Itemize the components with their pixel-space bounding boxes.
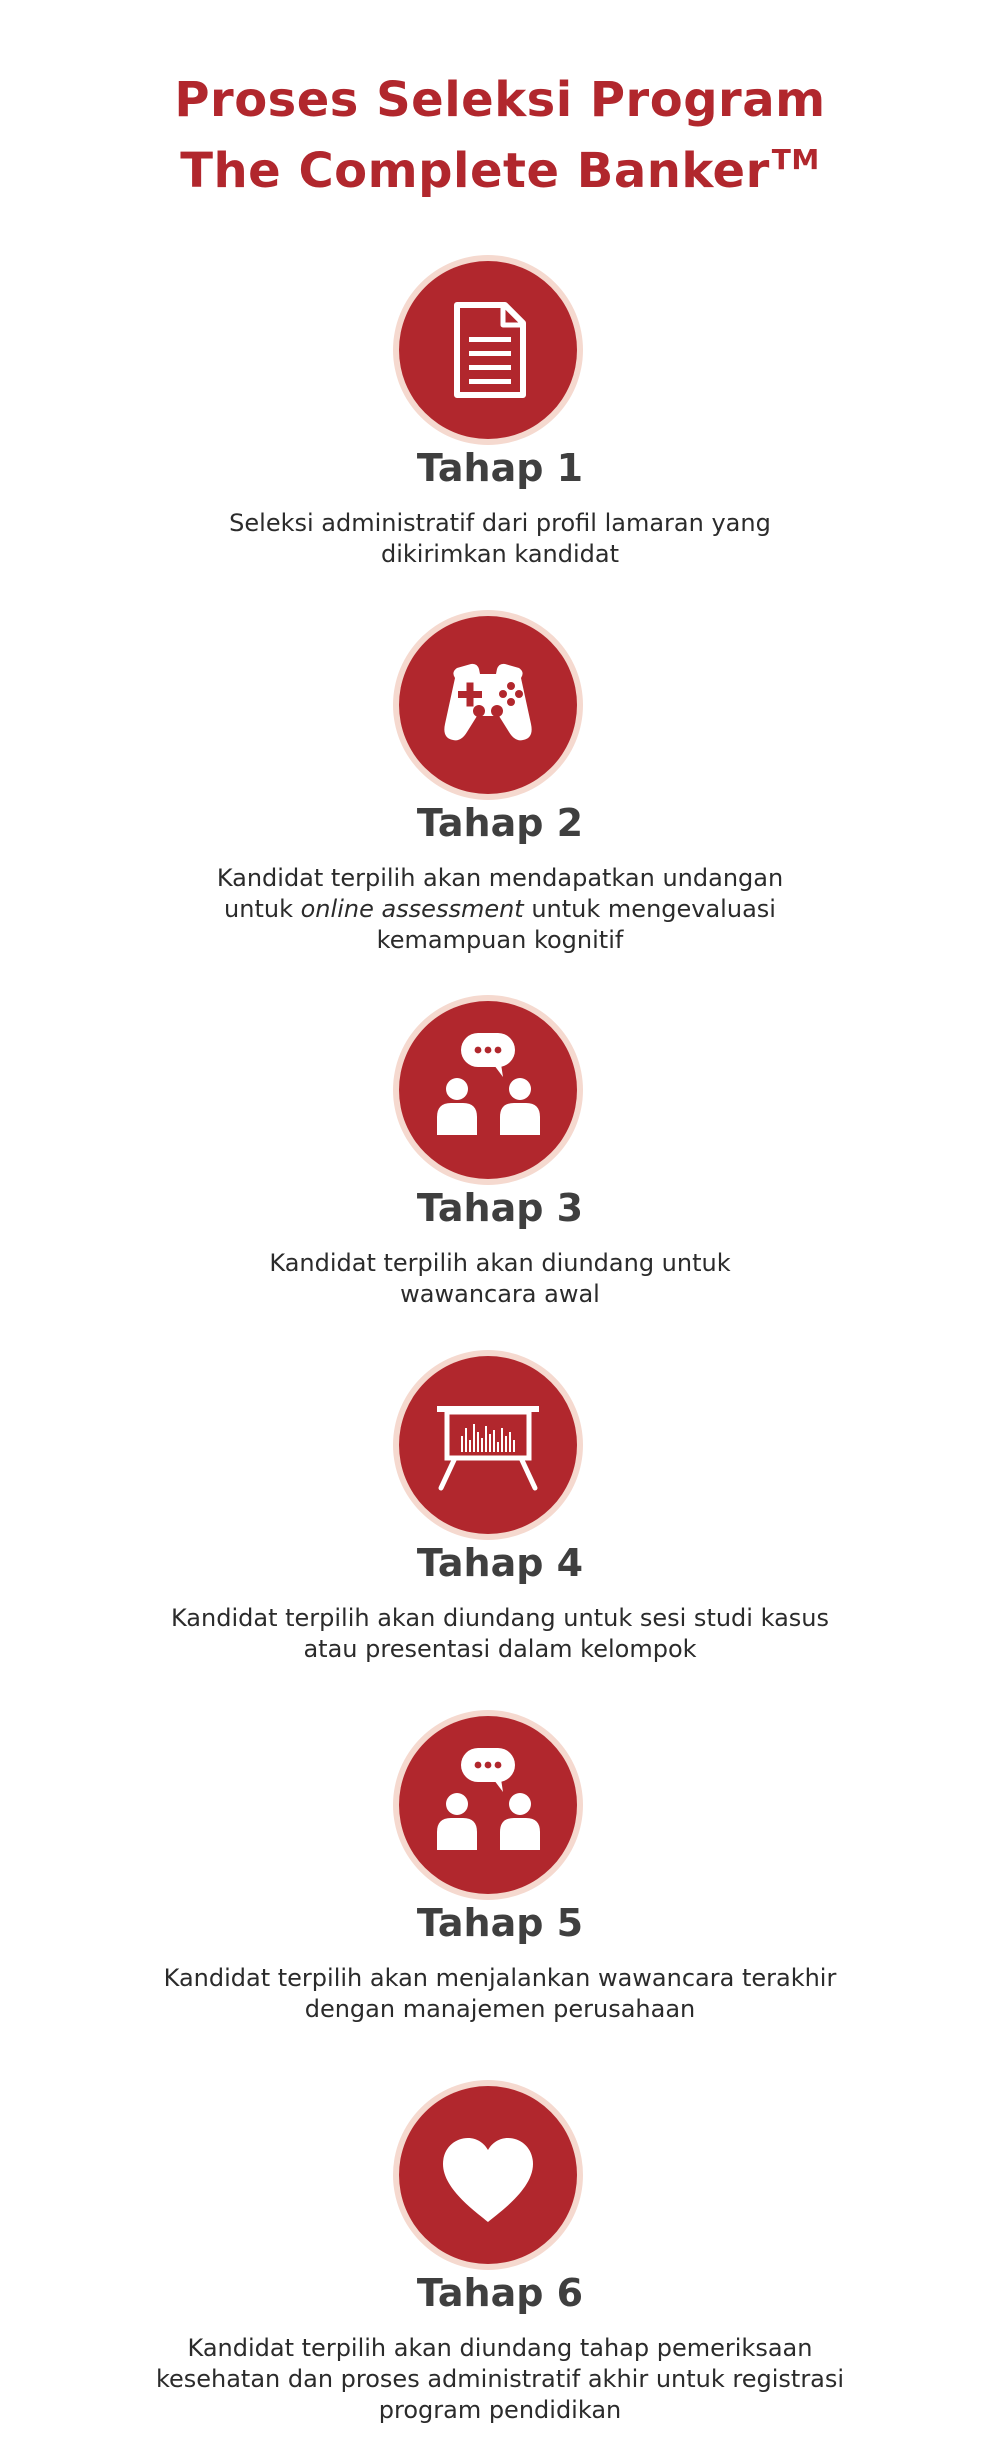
step-2-desc-line-1: Kandidat terpilih akan mendapatkan undangan (216, 864, 784, 892)
step-1-description (100, 508, 900, 570)
step-2-desc-emphasis: online assessment (300, 895, 524, 923)
step-4-desc-line-2: atau presentasi dalam kelompok (303, 1635, 697, 1663)
step-1-title: Tahap 1 (416, 446, 584, 490)
step-5-desc-line-2: dengan manajemen perusahaan (304, 1995, 696, 2023)
step-3-badge (393, 995, 583, 1185)
step-1-desc-line-2: dikirimkan kandidat (380, 540, 620, 568)
step-2-desc-line-2 (100, 894, 900, 925)
title-line-2 (0, 130, 1000, 201)
step-2-desc-line-3: kemampuan kognitif (376, 926, 624, 954)
step-5-desc-line-1: Kandidat terpilih akan menjalankan wawancara terakhir (163, 1964, 837, 1992)
step-5-title: Tahap 5 (416, 1901, 584, 1945)
step-6-desc-line-3: program pendidikan (378, 2396, 622, 2424)
conversation-icon (399, 1716, 577, 1894)
heart-icon (399, 2086, 577, 2264)
step-2-description (100, 863, 900, 956)
title-program-name: The Complete Banker (180, 143, 770, 199)
step-4-badge (393, 1350, 583, 1540)
step-6-description (100, 2333, 900, 2426)
step-3-title: Tahap 3 (416, 1186, 584, 1230)
step-3-desc-line-1: Kandidat terpilih akan diundang untuk (269, 1249, 731, 1277)
step-3-desc-line-2: wawancara awal (400, 1280, 600, 1308)
step-2-desc-line-2-pre: untuk (224, 895, 301, 923)
step-4-description (100, 1603, 900, 1665)
step-5-badge (393, 1710, 583, 1900)
step-4-desc-line-1: Kandidat terpilih akan diundang untuk sesi studi kasus (170, 1604, 829, 1632)
conversation-icon (399, 1001, 577, 1179)
title-line-1: Proses Seleksi Program (174, 72, 826, 128)
step-2-desc-line-2-post: untuk mengevaluasi (523, 895, 776, 923)
step-2-badge (393, 610, 583, 800)
step-3-description (100, 1248, 900, 1310)
gamepad-icon (399, 616, 577, 794)
step-1-badge (393, 255, 583, 445)
step-6-title: Tahap 6 (416, 2271, 584, 2315)
step-6-badge (393, 2080, 583, 2270)
document-icon (399, 261, 577, 439)
page-title (0, 70, 1000, 201)
step-4-title: Tahap 4 (416, 1541, 584, 1585)
step-6-desc-line-1: Kandidat terpilih akan diundang tahap pemeriksaan (187, 2334, 813, 2362)
step-1-desc-line-1: Seleksi administratif dari profil lamaran yang (229, 509, 771, 537)
step-5-description (100, 1963, 900, 2025)
step-2-title: Tahap 2 (416, 801, 584, 845)
presentation-board-icon (399, 1356, 577, 1534)
step-6-desc-line-2: kesehatan dan proses administratif akhir untuk registrasi (155, 2365, 845, 2393)
trademark-symbol: TM (771, 143, 820, 176)
